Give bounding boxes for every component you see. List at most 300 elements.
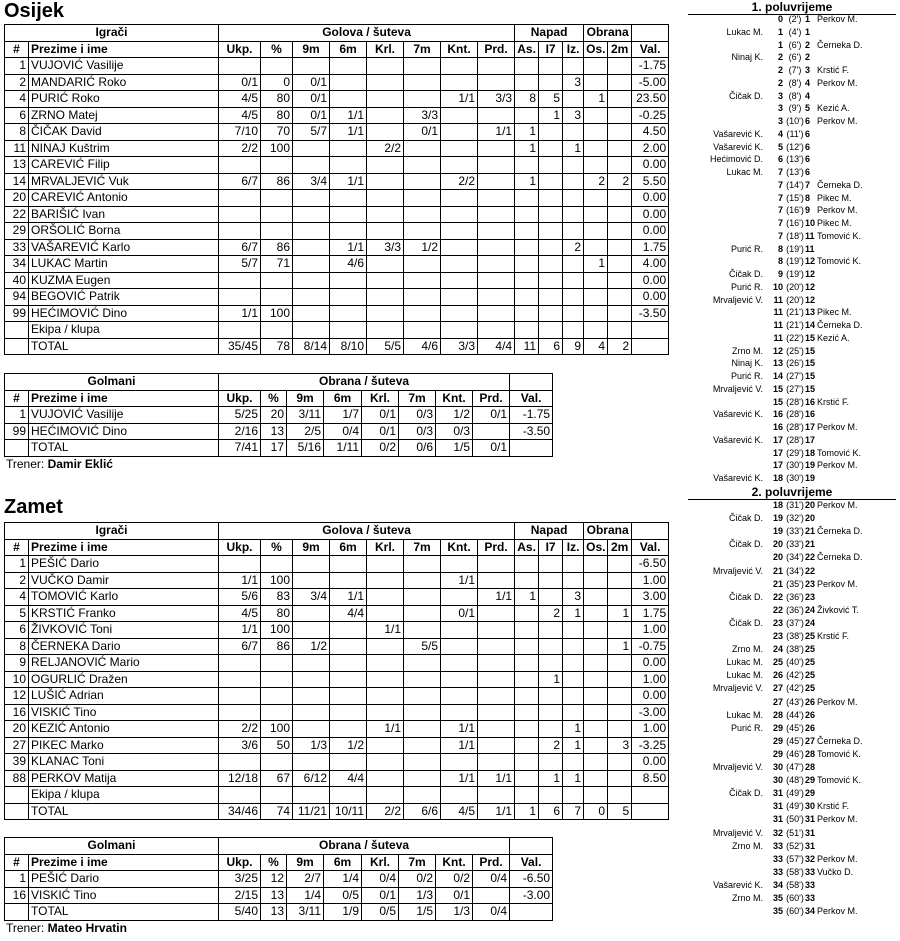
stat-value: 1/2 (404, 239, 441, 256)
jersey-number: 1 (5, 407, 29, 424)
goal-event (688, 448, 896, 459)
stat-value (584, 721, 608, 738)
player-row (5, 223, 669, 240)
goal-event (688, 65, 896, 76)
stat-value: 1 (584, 91, 608, 108)
stat-value (584, 223, 608, 240)
jersey-number: 9 (5, 655, 29, 672)
player-row (5, 206, 669, 223)
stat-value (515, 572, 539, 589)
jersey-number: 88 (5, 770, 29, 787)
stat-value (478, 173, 515, 190)
group-header-row (5, 25, 669, 42)
stat-value (539, 704, 563, 721)
minute: (28') (786, 409, 804, 420)
scorer-left: Mrvaljević V. (712, 565, 763, 576)
minute: (27') (786, 383, 804, 394)
column-header: Prezime i ime (29, 539, 219, 556)
minute: (37') (786, 617, 804, 628)
stat-value (515, 190, 539, 207)
stat-value (608, 787, 632, 804)
stat-value (441, 206, 478, 223)
score-left: 1 (777, 39, 783, 50)
stat-value: 0.00 (632, 272, 669, 289)
score-right: 28 (805, 762, 816, 772)
stat-value: 80 (261, 605, 293, 622)
score-left: 32 (772, 827, 783, 838)
half-label-second: 2. poluvrijeme (688, 485, 896, 500)
column-header: Krl. (367, 41, 404, 58)
goal-event (688, 397, 896, 408)
goal-event (688, 788, 896, 799)
stat-value (608, 305, 632, 322)
column-header: 9m (287, 854, 324, 871)
stat-value (584, 787, 608, 804)
score-right: 16 (805, 409, 816, 420)
player-row (5, 140, 669, 157)
stat-value: 8.50 (632, 770, 669, 787)
group-header: Igrači (5, 523, 219, 540)
stat-value (219, 289, 261, 306)
stat-value (404, 688, 441, 705)
goal-event (688, 307, 896, 318)
stat-value: 1 (515, 589, 539, 606)
stat-value (441, 124, 478, 141)
minute: (11') (786, 128, 804, 139)
stat-value: 0.00 (632, 289, 669, 306)
stat-value: 100 (261, 305, 293, 322)
stat-value (330, 157, 367, 174)
stat-value (478, 737, 515, 754)
column-header: Iz. (563, 41, 584, 58)
stat-value (478, 704, 515, 721)
score-right: 33 (805, 866, 816, 877)
player-name: KEZIĆ Antonio (29, 721, 219, 738)
stat-value (293, 622, 330, 639)
minute: (10') (786, 116, 804, 126)
stat-value: 1/3 (293, 737, 330, 754)
stat-value (367, 655, 404, 672)
stat-value: -3.00 (510, 887, 553, 904)
score-left: 17 (772, 447, 783, 458)
stat-value (608, 107, 632, 124)
score-left: 20 (772, 539, 783, 550)
column-header-row (5, 539, 669, 556)
stat-value (584, 322, 608, 339)
player-row (5, 322, 669, 339)
stat-value (293, 688, 330, 705)
stat-value (261, 322, 293, 339)
score-right: 11 (805, 230, 815, 241)
stat-value: 0/4 (324, 423, 362, 440)
stat-value (404, 190, 441, 207)
stat-value (584, 107, 608, 124)
stat-value: 0/3 (399, 407, 436, 424)
player-name: PEŠIĆ Dario (29, 556, 219, 573)
stat-value (404, 704, 441, 721)
player-name: VUJOVIĆ Vasilije (29, 58, 219, 75)
stat-value (293, 754, 330, 771)
stat-value: 86 (261, 239, 293, 256)
minute: (16') (786, 205, 804, 216)
stat-value (515, 688, 539, 705)
score-left: 7 (777, 218, 783, 228)
stat-value (563, 322, 584, 339)
score-left: 26 (772, 670, 783, 681)
score-left: 33 (772, 840, 783, 851)
score-left: 3 (777, 116, 783, 126)
score-left: 8 (777, 256, 783, 267)
column-header: Knt. (436, 854, 473, 871)
stat-value (367, 572, 404, 589)
scorer-left: Ninaj K. (731, 52, 763, 63)
score-left: 27 (772, 683, 783, 694)
column-header: Krl. (367, 539, 404, 556)
goal-event (688, 723, 896, 734)
stat-value: 3 (563, 589, 584, 606)
scorer-left: Purić R. (730, 243, 763, 254)
goal-event (688, 244, 896, 255)
player-name: VUJOVIĆ Vasilije (29, 407, 219, 424)
stat-value: 1/1 (367, 721, 404, 738)
stat-value: 5/5 (367, 338, 404, 355)
stat-value (478, 787, 515, 804)
stat-value (404, 256, 441, 273)
jersey-number: 16 (5, 704, 29, 721)
stat-value: 4/6 (404, 338, 441, 355)
player-name: CAREVIĆ Antonio (29, 190, 219, 207)
goal-event (688, 749, 896, 760)
scorer-right: Černeka D. (817, 179, 863, 190)
goal-event (688, 592, 896, 603)
stat-value (367, 223, 404, 240)
player-name: Ekipa / klupa (29, 787, 219, 804)
stat-value (478, 305, 515, 322)
stat-value (404, 91, 441, 108)
stat-value (478, 107, 515, 124)
column-header: Ukp. (219, 390, 261, 407)
score-right: 20 (805, 513, 816, 524)
goal-event (688, 333, 896, 344)
player-name: HEĆIMOVIĆ Dino (29, 423, 219, 440)
stat-value (293, 556, 330, 573)
stat-value (563, 124, 584, 141)
minute: (43') (786, 696, 804, 707)
score-left: 11 (773, 294, 783, 305)
stat-value: 71 (261, 256, 293, 273)
scorer-right: Černeka D. (817, 552, 863, 563)
score-left: 20 (772, 552, 783, 563)
stat-value: 1/1 (219, 305, 261, 322)
stat-value (478, 322, 515, 339)
stat-value (367, 173, 404, 190)
score-right: 12 (805, 281, 816, 292)
score-left: 7 (777, 205, 783, 216)
stat-value (515, 754, 539, 771)
stat-value (261, 157, 293, 174)
score-right: 25 (805, 683, 816, 694)
minute: (31') (786, 500, 804, 510)
column-header: Knt. (441, 539, 478, 556)
player-row (5, 305, 669, 322)
scorer-right: Perkov M. (817, 853, 858, 864)
stat-value (367, 322, 404, 339)
player-row (5, 655, 669, 672)
stat-value: 3 (608, 737, 632, 754)
score-right: 26 (805, 696, 816, 707)
scorer-left: Vašarević K. (713, 128, 763, 139)
stat-value: 4 (584, 338, 608, 355)
stat-value: 3/11 (287, 904, 324, 921)
goal-event (688, 142, 896, 153)
jersey-number: 13 (5, 157, 29, 174)
goals-header: Golova / šuteva (219, 25, 515, 42)
minute: (49') (786, 801, 804, 812)
stat-value (330, 91, 367, 108)
column-header: 7m (399, 390, 436, 407)
stat-value (404, 322, 441, 339)
minute: (34') (786, 565, 804, 576)
player-name: MANDARIĆ Roko (29, 74, 219, 91)
jersey-number: 1 (5, 58, 29, 75)
goal-event (688, 801, 896, 812)
score-left: 8 (777, 243, 783, 254)
stat-value (441, 58, 478, 75)
column-header: I7 (539, 41, 563, 58)
goal-event (688, 193, 896, 204)
stat-value (584, 74, 608, 91)
stat-value: 1/4 (324, 871, 362, 888)
goal-event (688, 167, 896, 178)
stat-value: 1 (563, 737, 584, 754)
column-header: Prezime i ime (29, 41, 219, 58)
stat-value (539, 74, 563, 91)
score-left: 21 (772, 565, 783, 576)
stat-value (608, 688, 632, 705)
goalkeeper-row (5, 871, 553, 888)
stat-value: 1/1 (478, 589, 515, 606)
player-name: LUŠIĆ Adrian (29, 688, 219, 705)
player-name: PURIĆ Roko (29, 91, 219, 108)
stat-value (584, 572, 608, 589)
stat-value (515, 289, 539, 306)
score-right: 14 (805, 320, 816, 330)
stat-value (367, 737, 404, 754)
stat-value (293, 206, 330, 223)
stat-value: 1/1 (367, 622, 404, 639)
stat-value (404, 589, 441, 606)
minute: (36') (786, 604, 804, 615)
scorer-right: Tomović K. (817, 775, 862, 786)
scorer-left: Mrvaljević V. (712, 383, 763, 394)
scorer-left: Lukac M. (726, 670, 763, 681)
stat-value (515, 737, 539, 754)
minute: (47') (786, 762, 804, 772)
jersey-number: 12 (5, 688, 29, 705)
score-left: 11 (773, 307, 783, 318)
goal-event (688, 867, 896, 878)
empty-header (632, 25, 669, 42)
goal-event (688, 513, 896, 524)
stat-value: 5/16 (287, 440, 324, 457)
score-right: 25 (805, 657, 816, 668)
column-header: Ukp. (219, 41, 261, 58)
stat-value (563, 572, 584, 589)
stat-value (584, 737, 608, 754)
stat-value: 1/1 (478, 770, 515, 787)
stat-value (219, 190, 261, 207)
goal-event (688, 180, 896, 191)
scorer-right: Krstić F. (817, 801, 850, 812)
stat-value: 4/4 (330, 605, 367, 622)
stat-value (367, 74, 404, 91)
scorer-right: Černeka D. (817, 320, 863, 330)
goal-event (688, 384, 896, 395)
stat-value: 78 (261, 338, 293, 355)
stat-value: 1 (563, 770, 584, 787)
scorer-right: Perkov M. (817, 422, 858, 432)
stat-value: 23.50 (632, 91, 669, 108)
score-right: 18 (805, 447, 816, 458)
stat-value (608, 206, 632, 223)
scorer-right: Perkov M. (817, 14, 858, 24)
stat-value (478, 190, 515, 207)
stat-value (608, 74, 632, 91)
column-header: Knt. (436, 390, 473, 407)
jersey-number: 40 (5, 272, 29, 289)
goalkeepers-table-osijek (4, 373, 553, 457)
stat-value (608, 289, 632, 306)
stat-value (539, 140, 563, 157)
stat-value (608, 157, 632, 174)
stat-value: 1 (584, 256, 608, 273)
score-right: 6 (805, 128, 811, 139)
stat-value (330, 556, 367, 573)
column-header: % (261, 539, 293, 556)
stat-value (478, 605, 515, 622)
stat-value (608, 239, 632, 256)
scorer-left: Čičak D. (728, 591, 763, 602)
score-right: 1 (805, 26, 811, 37)
stat-value: 1 (608, 605, 632, 622)
stat-value (219, 671, 261, 688)
score-left: 23 (772, 631, 783, 641)
stat-value (515, 721, 539, 738)
stat-value: 3/11 (287, 407, 324, 424)
stat-value (632, 322, 669, 339)
stat-value (441, 704, 478, 721)
stat-value: 1/1 (330, 239, 367, 256)
column-header: Prd. (478, 41, 515, 58)
stat-value: 1/1 (330, 589, 367, 606)
stat-value (539, 638, 563, 655)
stat-value: 7 (563, 803, 584, 820)
minute: (13') (786, 167, 804, 177)
stat-value (404, 305, 441, 322)
stat-value: 1 (563, 721, 584, 738)
stat-value (404, 289, 441, 306)
player-row (5, 256, 669, 273)
column-header: Iz. (563, 539, 584, 556)
jersey-number (5, 338, 29, 355)
stat-value: 1/2 (436, 407, 473, 424)
stat-value (441, 223, 478, 240)
score-left: 33 (772, 853, 783, 864)
stat-value: 3/4 (293, 589, 330, 606)
stat-value (367, 671, 404, 688)
stat-value: 6 (539, 338, 563, 355)
goal-event (688, 256, 896, 267)
stat-value: 1/1 (478, 803, 515, 820)
stat-value (219, 787, 261, 804)
stat-value: 2/2 (367, 803, 404, 820)
jersey-number: 94 (5, 289, 29, 306)
player-name: RELJANOVIĆ Mario (29, 655, 219, 672)
stat-value: 12/18 (219, 770, 261, 787)
player-row (5, 190, 669, 207)
score-left: 22 (772, 604, 783, 615)
player-row (5, 737, 669, 754)
score-left: 30 (772, 775, 783, 786)
score-right: 31 (805, 840, 816, 851)
column-header: 9m (293, 41, 330, 58)
stat-value (608, 91, 632, 108)
stat-value (515, 223, 539, 240)
minute: (51') (786, 827, 804, 838)
score-left: 23 (772, 617, 783, 628)
stat-value (441, 157, 478, 174)
jersey-number (5, 787, 29, 804)
stat-value: 1/3 (399, 887, 436, 904)
score-left: 11 (773, 320, 783, 330)
stat-value (404, 556, 441, 573)
minute: (60') (786, 893, 804, 903)
stat-value (404, 754, 441, 771)
stat-value (330, 655, 367, 672)
score-right: 12 (805, 269, 816, 279)
stat-value: 67 (261, 770, 293, 787)
stat-value: 7/41 (219, 440, 261, 457)
jersey-number: 39 (5, 754, 29, 771)
stat-value (441, 688, 478, 705)
stat-value (261, 787, 293, 804)
stat-value: 3 (563, 74, 584, 91)
score-left: 17 (772, 460, 783, 471)
goal-event (688, 814, 896, 825)
jersey-number: 8 (5, 638, 29, 655)
stat-value: 1/3 (436, 904, 473, 921)
stat-value (584, 124, 608, 141)
score-right: 23 (805, 591, 816, 602)
stat-value (404, 721, 441, 738)
score-right: 15 (805, 332, 816, 343)
stat-value: 8 (515, 91, 539, 108)
player-name: LUKAC Martin (29, 256, 219, 273)
stat-value: 3 (563, 107, 584, 124)
score-right: 24 (805, 604, 816, 615)
score-left: 35 (772, 893, 783, 903)
stat-value: 0/4 (362, 871, 399, 888)
coach-osijek (6, 457, 113, 471)
stat-value (563, 272, 584, 289)
stat-value (330, 704, 367, 721)
stat-value: 50 (261, 737, 293, 754)
stat-value: 0/1 (293, 107, 330, 124)
column-header: Val. (510, 390, 553, 407)
column-header: Os. (584, 539, 608, 556)
scorer-right: Černeka D. (817, 39, 863, 50)
player-row (5, 754, 669, 771)
